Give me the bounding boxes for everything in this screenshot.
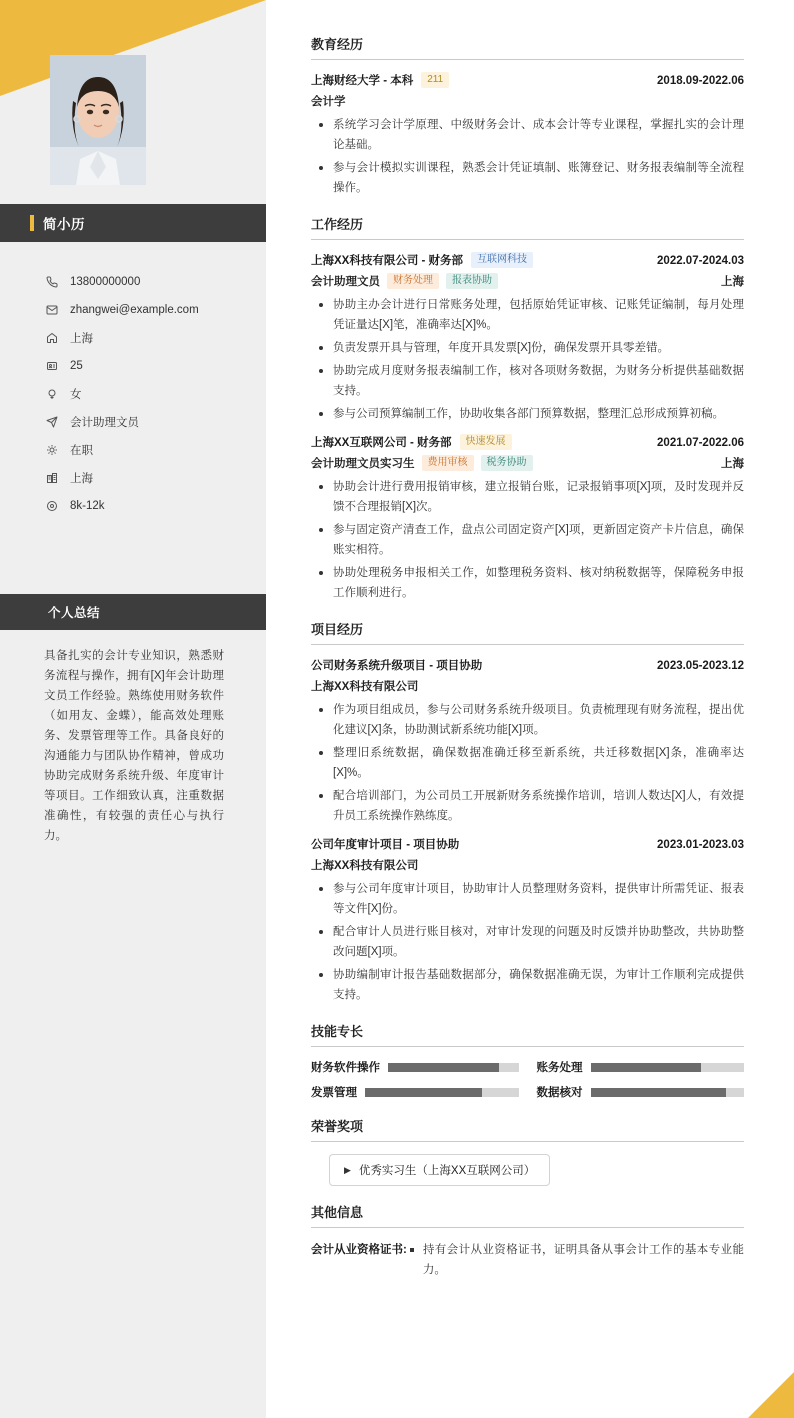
- project-name: 公司财务系统升级项目 - 项目协助: [311, 660, 483, 672]
- gender-icon: [44, 388, 60, 400]
- list-item: 配合审计人员进行账目核对，对审计发现的问题及时反馈并协助整改，共协助整改问题[X]项。: [315, 922, 744, 962]
- education-section: [311, 34, 744, 198]
- work-role: 会计助理文员实习生: [311, 458, 415, 470]
- skills-section: [311, 1021, 744, 1100]
- education-divider: [311, 59, 744, 60]
- skill-label: 账务处理: [536, 1062, 583, 1074]
- education-major: 会计学: [311, 96, 346, 108]
- work-company: 上海XX科技有限公司 - 财务部: [311, 255, 464, 267]
- work-entry-head: [311, 434, 744, 450]
- skill-bar-fill: [591, 1063, 702, 1072]
- list-item: 参与公司年度审计项目，协助审计人员整理财务资料，提供审计所需凭证、报表等文件[X]份。: [315, 879, 744, 919]
- skill-bar-fill: [591, 1088, 726, 1097]
- list-item: 协助处理税务申报相关工作，如整理税务资料、核对纳税数据等，保障税务申报工作顺利进行。: [315, 563, 744, 603]
- contact-value-position: 会计助理文员: [70, 417, 139, 429]
- project-name: 公司年度审计项目 - 项目协助: [311, 839, 460, 851]
- skill-bar-fill: [388, 1063, 499, 1072]
- project-entry: [311, 836, 744, 1005]
- plane-icon: [44, 416, 60, 428]
- list-item: 负责发票开具与管理，年度开具发票[X]份，确保发票开具零差错。: [315, 338, 744, 358]
- skill-item: [537, 1084, 745, 1100]
- education-school: 上海财经大学 - 本科: [311, 75, 414, 87]
- home-icon: [44, 332, 60, 344]
- other-text: 持有会计从业资格证书，证明具备从事会计工作的基本专业能力。: [407, 1240, 744, 1280]
- other-item: [311, 1240, 744, 1280]
- list-item: 作为项目组成员，参与公司财务系统升级项目。负责梳理现有财务流程，提出优化建议[X]条，协助测试新系统功能[X]项。: [315, 700, 744, 740]
- summary-section-title: 个人总结: [48, 606, 101, 620]
- candidate-name-bar: [0, 204, 266, 242]
- work-location: 上海: [721, 458, 744, 470]
- list-item: 系统学习会计学原理、中级财务会计、成本会计等专业课程，掌握扎实的会计理论基础。: [315, 115, 744, 155]
- work-role-row: [311, 273, 744, 289]
- skill-bar-track: [591, 1063, 745, 1072]
- phone-icon: [44, 276, 60, 288]
- work-company-tag: 快速发展: [460, 434, 512, 450]
- contact-item-email: [0, 296, 266, 324]
- id-icon: [44, 360, 60, 372]
- work-entry: [311, 434, 744, 603]
- project-entry-head: [311, 657, 744, 673]
- project-org-row: [311, 857, 744, 873]
- work-bullets: [315, 477, 744, 603]
- project-title: 项目经历: [311, 622, 364, 637]
- contact-item-age: [0, 352, 266, 380]
- corner-accent-decoration: [748, 1372, 794, 1418]
- summary-section-bar: [0, 594, 266, 630]
- contact-value-email: zhangwei@example.com: [70, 304, 199, 316]
- work-company: 上海XX互联网公司 - 财务部: [311, 437, 452, 449]
- work-role-tag: 财务处理: [387, 273, 439, 289]
- contact-item-workplace: [0, 464, 266, 492]
- contact-value-workplace: 上海: [70, 473, 93, 485]
- work-entry: [311, 252, 744, 424]
- contact-item-city: [0, 324, 266, 352]
- honors-title: 荣誉奖项: [311, 1119, 364, 1134]
- skill-item: [537, 1059, 745, 1075]
- contact-value-gender: 女: [70, 389, 82, 401]
- project-entry: [311, 657, 744, 826]
- contact-value-phone: 13800000000: [70, 276, 141, 288]
- list-item: 协助编制审计报告基础数据部分，确保数据准确无误，为审计工作顺利完成提供支持。: [315, 965, 744, 1005]
- skill-bar-track: [365, 1088, 519, 1097]
- project-bullets: [315, 879, 744, 1005]
- list-item: 参与会计模拟实训课程，熟悉会计凭证填制、账簿登记、财务报表编制等全流程操作。: [315, 158, 744, 198]
- work-role-tag: 报表协助: [446, 273, 498, 289]
- project-date: 2023.05-2023.12: [657, 660, 744, 672]
- project-date: 2023.01-2023.03: [657, 839, 744, 851]
- list-item: 协助主办会计进行日常账务处理，包括原始凭证审核、记账凭证编制，每月处理凭证量达[X]笔，准确率达[X]%。: [315, 295, 744, 335]
- skill-label: 数据核对: [536, 1087, 583, 1099]
- main-content: [266, 0, 794, 1418]
- contact-item-position: [0, 408, 266, 436]
- candidate-name: 简小历: [43, 217, 85, 232]
- contact-value-city: 上海: [70, 333, 93, 345]
- work-divider: [311, 239, 744, 240]
- work-date: 2022.07-2024.03: [657, 255, 744, 267]
- contact-value-status: 在职: [70, 445, 93, 457]
- summary-text: 具备扎实的会计专业知识，熟悉财务流程与操作，拥有[X]年会计助理文员工作经验。熟练使用财务软件（如用友、金蝶），能高效处理账务、发票管理等工作。具备良好的沟通能力与团队协作精神，曾成功协助完成财务系统升级、年度审计等项目。工作细致认真，注重数据准确性，有较强的责任心与执行力。: [44, 650, 224, 842]
- avatar: [50, 55, 146, 185]
- list-item: 协助会计进行费用报销审核，建立报销台账，记录报销事项[X]项，及时发现并反馈不合理报销[X]次。: [315, 477, 744, 517]
- skill-bar-fill: [365, 1088, 482, 1097]
- project-divider: [311, 644, 744, 645]
- education-title: 教育经历: [311, 37, 364, 52]
- education-tag: 211: [421, 72, 449, 88]
- skill-label: 财务软件操作: [311, 1062, 380, 1074]
- skill-label: 发票管理: [311, 1087, 357, 1099]
- list-item: 参与公司预算编制工作，协助收集各部门预算数据，整理汇总形成预算初稿。: [315, 404, 744, 424]
- project-org-row: [311, 678, 744, 694]
- project-section: [311, 619, 744, 1005]
- skill-item: [311, 1084, 519, 1100]
- work-location: 上海: [721, 276, 744, 288]
- work-role-row: [311, 455, 744, 471]
- project-org: 上海XX科技有限公司: [311, 681, 419, 693]
- contact-item-salary: [0, 492, 266, 520]
- skill-bar-track: [388, 1063, 519, 1072]
- other-section: [311, 1202, 744, 1280]
- contact-list: [0, 268, 266, 520]
- work-bullets: [315, 295, 744, 424]
- project-bullets: [315, 700, 744, 826]
- contact-value-salary: 8k-12k: [70, 500, 105, 512]
- education-bullets: [315, 115, 744, 198]
- salary-icon: [44, 500, 60, 512]
- name-accent-bar: [30, 215, 34, 231]
- work-date: 2021.07-2022.06: [657, 437, 744, 449]
- list-item: 整理旧系统数据，确保数据准确迁移至新系统，共迁移数据[X]条，准确率达[X]%。: [315, 743, 744, 783]
- education-entry-head: [311, 72, 744, 88]
- play-arrow-icon: ▶: [344, 1164, 351, 1175]
- work-company-tag: 互联网科技: [471, 252, 533, 268]
- contact-item-gender: [0, 380, 266, 408]
- skills-divider: [311, 1046, 744, 1047]
- honors-section: [311, 1116, 744, 1186]
- other-divider: [311, 1227, 744, 1228]
- skill-bar-track: [591, 1088, 745, 1097]
- sidebar: [0, 0, 266, 1418]
- list-item: 协助完成月度财务报表编制工作，核对各项财务数据，为财务分析提供基础数据支持。: [315, 361, 744, 401]
- work-role-tag: 税务协助: [481, 455, 533, 471]
- project-entry-head: [311, 836, 744, 852]
- skills-grid: [311, 1059, 744, 1100]
- honor-item[interactable]: [329, 1154, 550, 1186]
- work-title: 工作经历: [311, 217, 364, 232]
- other-label: 会计从业资格证书:: [311, 1244, 407, 1256]
- contact-item-phone: [0, 268, 266, 296]
- work-role: 会计助理文员: [311, 276, 380, 288]
- skill-item: [311, 1059, 519, 1075]
- contact-value-age: 25: [70, 360, 83, 372]
- building-icon: [44, 472, 60, 484]
- mail-icon: [44, 304, 60, 316]
- work-section: [311, 214, 744, 603]
- skills-title: 技能专长: [311, 1024, 364, 1039]
- honor-label: 优秀实习生（上海XX互联网公司）: [358, 1165, 536, 1177]
- education-date: 2018.09-2022.06: [657, 75, 744, 87]
- project-org: 上海XX科技有限公司: [311, 860, 419, 872]
- list-item: 配合培训部门，为公司员工开展新财务系统操作培训，培训人数达[X]人，有效提升员工系统操作熟练度。: [315, 786, 744, 826]
- status-icon: [44, 444, 60, 456]
- work-role-tag: 费用审核: [422, 455, 474, 471]
- contact-item-status: [0, 436, 266, 464]
- other-title: 其他信息: [311, 1205, 364, 1220]
- list-item: 参与固定资产清查工作，盘点公司固定资产[X]项，更新固定资产卡片信息，确保账实相符。: [315, 520, 744, 560]
- education-entry: [311, 72, 744, 198]
- honors-divider: [311, 1141, 744, 1142]
- work-entry-head: [311, 252, 744, 268]
- education-major-row: [311, 93, 744, 109]
